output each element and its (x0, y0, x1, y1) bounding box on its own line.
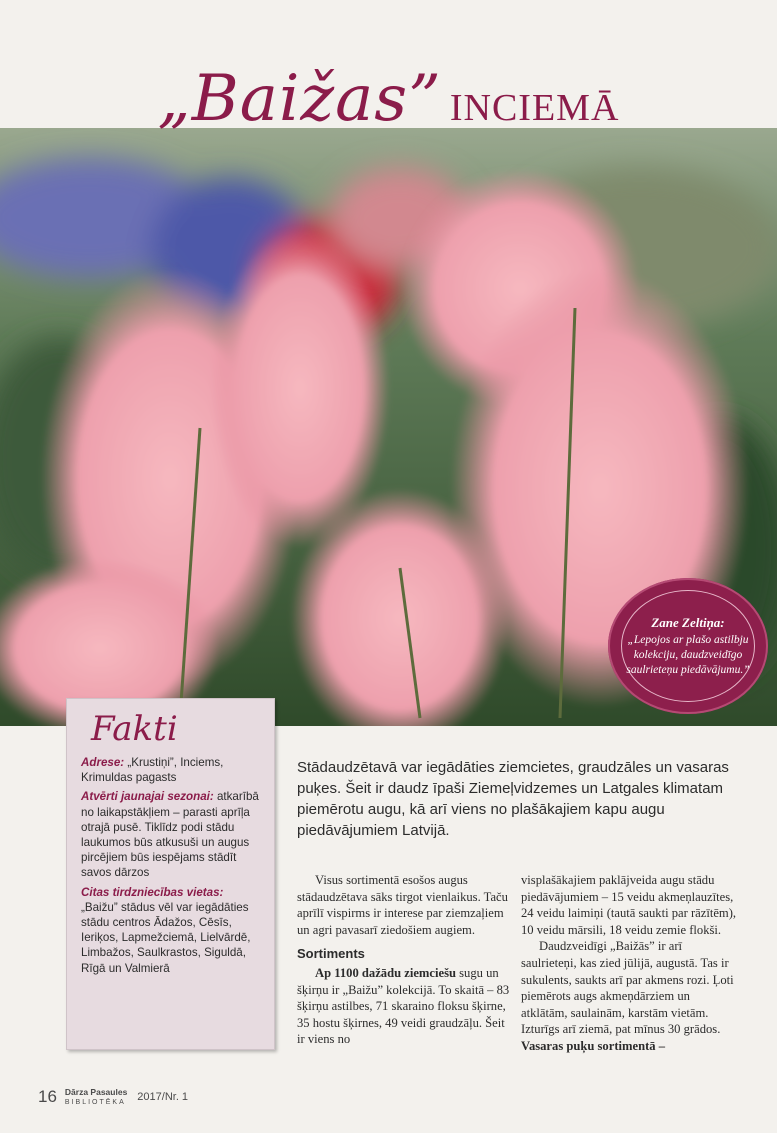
body-column-1 (297, 872, 513, 1048)
quote-text: „Lepojos ar plašo astilbju kolekciju, daudzveidīgo saulrieteņu piedāvājumu.” (626, 633, 750, 676)
col1-bold-lead: Ap 1100 dažādu ziemciešu (315, 965, 456, 980)
col2-paragraph-1: visplašākajiem paklājveida augu stādu piedāvājumiem – 15 veidu akmeņlauzītes, 24 veidu laimiņi (tautā saukti par rāzītēm), 10 veidu mārsili, 18 veidu zemie flokši. (521, 873, 737, 937)
page-number: 16 (38, 1087, 57, 1106)
issue-number: 2017/Nr. 1 (137, 1091, 189, 1103)
col2-paragraph-2-text: Daudzveidīgi „Baižās” ir arī saulrieteņi, kas zied jūlijā, augustā. Tas ir sukulents, saukts arī par akmens rozi. Ļoti piemērots augs akmeņdārziem un atklātām, saulainām, karstām vietām. Izturīgs arī ziemā, pat mīnus 30 grādos. (521, 939, 734, 1037)
fact-season-label: Atvērti jaunajai sezonai: (81, 790, 214, 804)
publication-name: Dārza Pasaules (64, 1086, 128, 1097)
quote-author: Zane Zeltiņa: (651, 614, 725, 630)
quote-badge-inner (621, 590, 755, 702)
fact-address-label: Adrese: (81, 756, 125, 769)
section-heading: Sortiments (297, 946, 365, 962)
title-caps: INCIEMĀ (449, 87, 620, 129)
article-title (0, 62, 777, 136)
fact-other-text: „Baižu” stādus vēl var iegādāties stādu centros Ādažos, Cēsīs, Ieriķos, Lapmežciemā, Lielvārdē, Limbažos, Saulkrastos, Siguldā, Rīgā un Valmierā (81, 900, 251, 975)
col2-paragraph-2 (521, 938, 737, 1054)
col2-bold-tail: Vasaras puķu sortimentā – (521, 1038, 666, 1053)
quote-badge (608, 578, 768, 714)
title-script: „Baižas” (157, 62, 442, 136)
fact-address (81, 755, 262, 785)
facts-heading: Fakti (91, 709, 178, 749)
body-column-2 (521, 872, 737, 1055)
publication-logo (65, 1088, 127, 1107)
fact-season (81, 789, 262, 880)
col1-paragraph-2 (297, 965, 513, 1048)
fact-season-text: atkarībā no laikapstākļiem – parasti aprīļa otrajā pusē. Tiklīdz podi stādu laukumos būs atkusuši un augus pircējiem būs iespējams stādīt savos dārzos (81, 790, 259, 880)
fact-other-label: Citas tirdzniecības vietas: (81, 885, 224, 899)
col1-paragraph-1: Visus sortimentā esošos augus stādaudzētava sāks tirgot vienlaikus. Taču aprīlī vispirms ir interese par ziemzaļiem un agri pavasarī ziedošiem augiem. (297, 873, 508, 937)
col1-paragraph-2-text: sugu un šķirņu ir „Baižu” kolekcijā. To skaitā – 83 šķirņu astilbes, 71 skaraino floksu šķirne, 35 hostu šķirnes, 49 veidi graudzāļu. Šeit ir viens no (297, 965, 510, 1047)
publication-subtitle: BIBLIOTĒKA (64, 1098, 126, 1106)
lead-paragraph: Stādaudzētavā var iegādāties ziemcietes, graudzāles un vasaras puķes. Šeit ir daudz īpaši Ziemeļvidzemes un Latgales klimatam piemērotu augu, kā arī viens no plašākajiem kapu augu piedāvājumiem Latvijā. (297, 759, 729, 839)
facts-box (66, 698, 275, 1050)
fact-address-text: „Krustiņi”, Inciems, Krimuldas pagasts (81, 756, 224, 785)
fact-other-locations (81, 885, 262, 976)
page-footer (38, 1087, 188, 1107)
